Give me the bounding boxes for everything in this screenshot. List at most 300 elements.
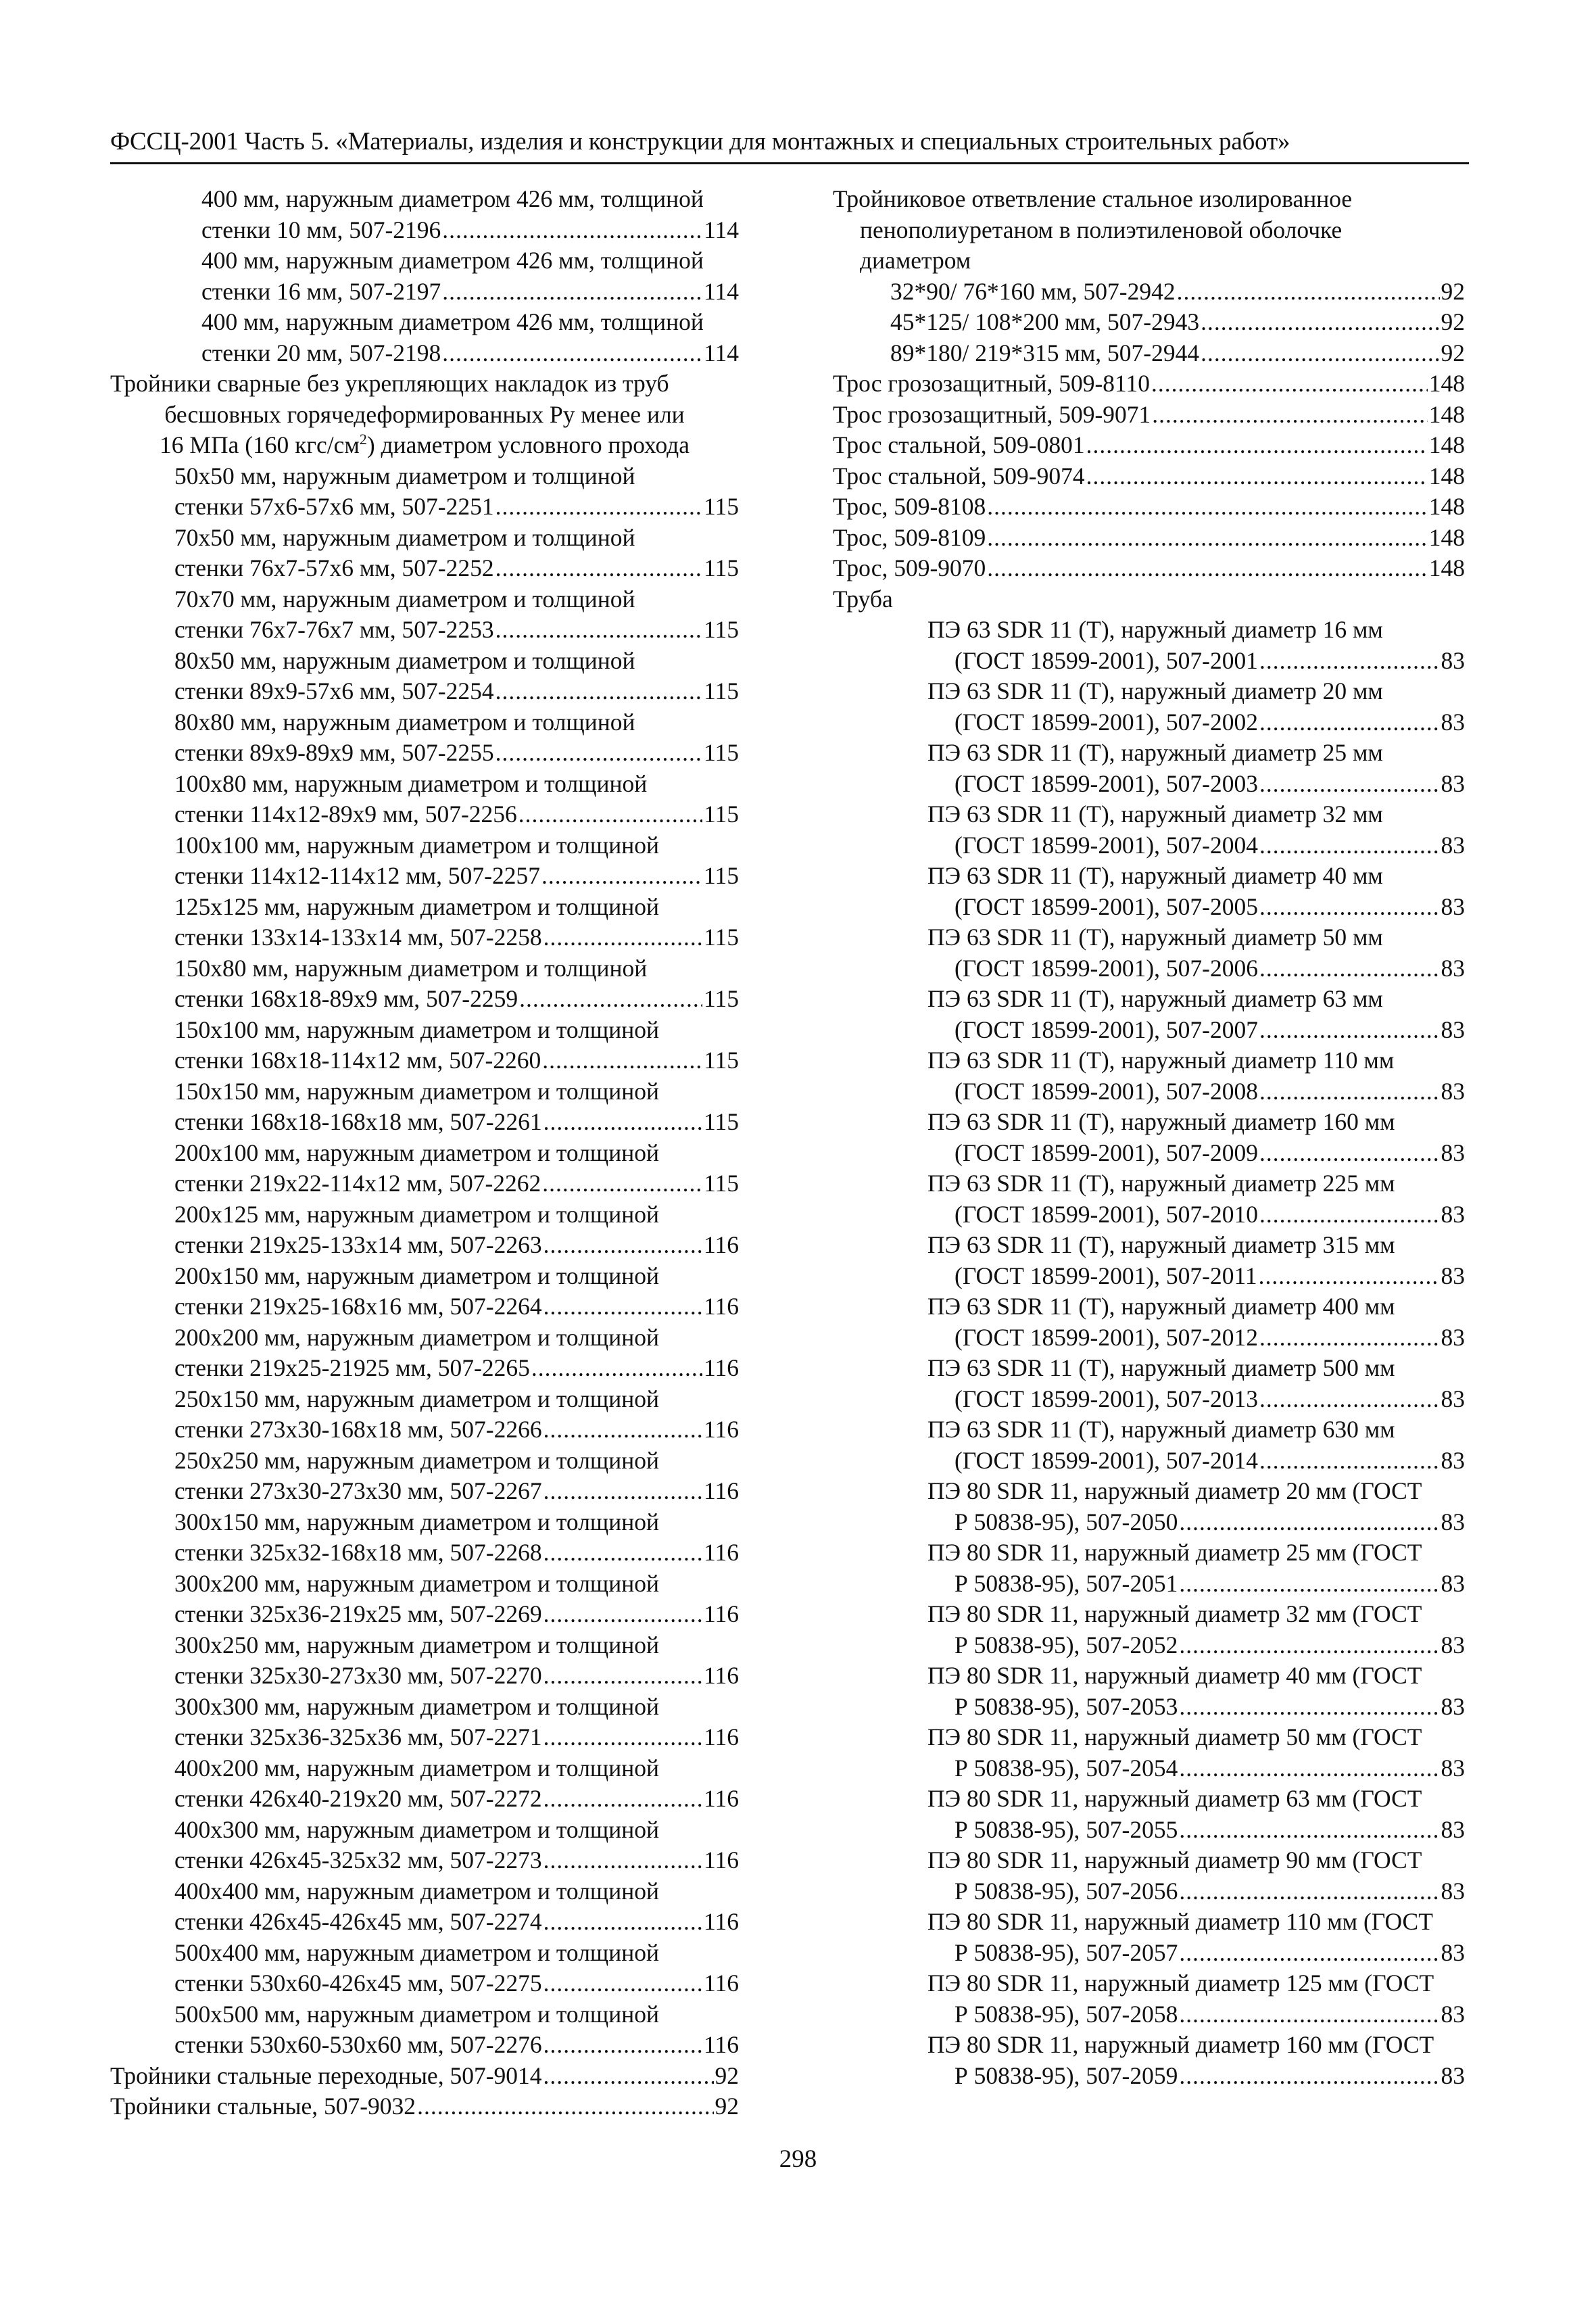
index-entry-line [110,1876,739,1907]
index-entry-line [833,799,1465,830]
entry-text: Тройники стальные переходные, 507-9014 [110,2061,542,2089]
entry-text: 200х150 мм, наружным диаметром и толщиной [174,1262,659,1289]
entry-page-number: 115 [704,985,739,1012]
entry-text: стенки 114х12-114х12 мм, 507-2257 [174,862,540,889]
index-entry-line [110,676,739,707]
entry-text: стенки 219х25-168х16 мм, 507-2264 [174,1293,542,1320]
dot-leader [1179,1876,1439,1907]
index-entry-line [833,1353,1465,1384]
entry-text: стенки 76х7-57х6 мм, 507-2252 [174,554,494,581]
entry-text: пенополиуретаном в полиэтиленовой оболочке [860,216,1343,243]
entry-text: стенки 89х9-89х9 мм, 507-2255 [174,739,494,766]
entry-text: стенки 426х45-426х45 мм, 507-2274 [174,1908,542,1935]
index-entry-line [110,1599,739,1630]
entry-text: стенки 219х22-114х12 мм, 507-2262 [174,1170,541,1197]
index-entry-line [833,1537,1465,1569]
entry-text: 100х80 мм, наружным диаметром и толщиной [174,769,648,797]
entry-text: Трос грозозащитный, 509-8110 [833,370,1150,397]
index-entry-line [110,1968,739,1999]
entry-page-number: 116 [704,1785,739,1812]
index-entry-line [110,1753,739,1784]
dot-leader [541,861,702,892]
entry-text: 70х70 мм, наружным диаметром и толщиной [174,585,635,613]
index-entry-line [110,1414,739,1446]
entry-page-number: 116 [704,1908,739,1935]
dot-leader [1179,2061,1439,2092]
dot-leader [543,1722,702,1753]
entry-page-number: 116 [704,1477,739,1504]
index-entry-line [833,1322,1465,1354]
index-entry-line [833,584,1465,615]
entry-text: 400х400 мм, наружным диаметром и толщиной [174,1877,659,1905]
entry-text: стенки 76х7-76х7 мм, 507-2253 [174,616,494,643]
entry-text: 16 МПа (160 кгс/$см^2$) диаметром условного прохода [160,431,690,458]
entry-text: стенки 325х32-168х18 мм, 507-2268 [174,1539,542,1566]
dot-leader [1259,830,1440,861]
index-entry-line [110,1107,739,1138]
index-entry-line [833,1968,1465,1999]
dot-leader [1179,1692,1439,1723]
entry-page-number: 115 [704,677,739,705]
index-entry-line [833,1569,1465,1600]
entry-text: ПЭ 80 SDR 11, наружный диаметр 25 мм (ГОСТ [927,1539,1422,1566]
entry-page-number: 83 [1441,1754,1465,1782]
dot-leader [543,1845,702,1876]
index-entry-line [110,1045,739,1076]
index-column-left [110,184,739,2122]
entry-text: ПЭ 80 SDR 11, наружный диаметр 90 мм (ГОСТ [927,1846,1422,1874]
entry-text: Р 50838-95), 507-2050 [954,1508,1178,1535]
index-entry-line [833,1599,1465,1630]
index-entry-line [833,1938,1465,1969]
entry-text: стенки 114х12-89х9 мм, 507-2256 [174,801,517,828]
index-entry-line [833,1722,1465,1753]
index-entry-line [833,184,1465,215]
entry-text: Р 50838-95), 507-2055 [954,1815,1178,1843]
entry-text: ПЭ 63 SDR 11 (Т), наружный диаметр 25 мм [927,739,1383,766]
entry-page-number: 115 [704,1108,739,1135]
index-entry-line [110,368,739,400]
entry-text: Тройники сварные без укрепляющих накладок из труб [110,370,669,397]
entry-text: стенки 273х30-168х18 мм, 507-2266 [174,1416,542,1443]
index-entry-line [833,1291,1465,1322]
index-entry-line [833,861,1465,892]
dot-leader [1201,307,1439,338]
dot-leader [543,1476,702,1507]
entry-text: (ГОСТ 18599-2001), 507-2003 [954,769,1258,797]
dot-leader [987,553,1427,584]
dot-leader [1259,769,1440,800]
dot-leader [1151,368,1428,400]
index-entry-line [833,215,1465,246]
entry-text: стенки 219х25-133х14 мм, 507-2263 [174,1231,542,1258]
index-entry-line [110,1999,739,2030]
dot-leader [543,1599,702,1630]
index-entry-line [110,2061,739,2092]
entry-text: Тройниковое ответвление стальное изолированное [833,185,1353,212]
entry-text: стенки 426х45-325х32 мм, 507-2273 [174,1846,542,1874]
index-entry-line [110,769,739,800]
index-entry-line [833,1845,1465,1876]
entry-page-number: 116 [704,1416,739,1443]
entry-text: (ГОСТ 18599-2001), 507-2014 [954,1446,1258,1474]
index-entry-line [110,1322,739,1354]
entry-text: ПЭ 63 SDR 11 (Т), наружный диаметр 16 мм [927,616,1383,643]
entry-page-number: 116 [704,1970,739,1997]
entry-text: Трос стальной, 509-0801 [833,431,1085,458]
dot-leader [1179,1938,1439,1969]
entry-page-number: 92 [1441,308,1465,335]
entry-text: ПЭ 63 SDR 11 (Т), наружный диаметр 400 мм [927,1293,1395,1320]
index-entry-line [110,1199,739,1231]
entry-text: 80х50 мм, наружным диаметром и толщиной [174,646,635,674]
entry-page-number: 116 [704,1723,739,1750]
entry-text: стенки 57х6-57х6 мм, 507-2251 [174,493,494,520]
entry-text: 250х250 мм, наружным диаметром и толщиной [174,1446,659,1474]
entry-text: 70х50 мм, наружным диаметром и толщиной [174,523,635,551]
index-entry-line [833,400,1465,431]
entry-page-number: 83 [1441,1323,1465,1351]
index-entry-line [110,953,739,984]
entry-text: Трос, 509-8109 [833,523,986,551]
index-entry-line [833,1907,1465,1938]
entry-page-number: 83 [1441,1016,1465,1043]
index-entry-line [110,1845,739,1876]
dot-leader [543,2061,714,2092]
entry-page-number: 148 [1428,523,1465,551]
entry-text: ПЭ 80 SDR 11, наружный диаметр 50 мм (ГОСТ [927,1723,1422,1750]
entry-text: (ГОСТ 18599-2001), 507-2011 [954,1262,1257,1289]
dot-leader [543,1661,702,1692]
index-entry-line [110,646,739,677]
entry-text: ПЭ 80 SDR 11, наружный диаметр 160 мм (ГОСТ [927,2031,1434,2058]
dot-leader [495,492,702,523]
dot-leader [442,338,702,369]
entry-page-number: 114 [704,216,739,243]
index-entry-line [110,1015,739,1046]
entry-page-number: 92 [715,2061,739,2089]
index-entry-line [110,584,739,615]
entry-page-number: 115 [704,616,739,643]
entry-text: 89*180/ 219*315 мм, 507-2944 [890,339,1200,366]
dot-leader [1152,400,1427,431]
entry-text: 400 мм, наружным диаметром 426 мм, толщиной [201,185,704,212]
dot-leader [1179,1999,1439,2030]
entry-text: 400х300 мм, наружным диаметром и толщиной [174,1815,659,1843]
dot-leader [1259,1138,1440,1169]
entry-text: ПЭ 63 SDR 11 (Т), наружный диаметр 110 мм [927,1047,1395,1074]
index-entry-line [110,215,739,246]
entry-text: Труба [833,585,893,613]
entry-page-number: 83 [1441,2000,1465,2028]
entry-text: 300х250 мм, наружным диаметром и толщиной [174,1631,659,1658]
entry-page-number: 83 [1441,769,1465,797]
entry-text: бесшовных горячедеформированных Ру менее или [164,400,685,428]
dot-leader [987,523,1427,554]
index-entry-line [833,1414,1465,1446]
index-entry-line [833,953,1465,984]
entry-page-number: 83 [1441,1139,1465,1166]
entry-page-number: 92 [1441,339,1465,366]
entry-page-number: 83 [1441,1262,1465,1289]
entry-text: ПЭ 63 SDR 11 (Т), наружный диаметр 63 мм [927,985,1383,1012]
dot-leader [1259,1446,1440,1477]
entry-page-number: 115 [704,1170,739,1197]
dot-leader [1259,707,1440,738]
entry-text: ПЭ 63 SDR 11 (Т), наружный диаметр 40 мм [927,862,1383,889]
index-entry-line [110,830,739,861]
index-entry-line [110,1291,739,1322]
entry-page-number: 83 [1441,1877,1465,1905]
entry-page-number: 116 [704,1231,739,1258]
index-entry-line [833,1507,1465,1538]
dot-leader [543,1968,702,1999]
index-entry-line [110,245,739,277]
entry-text: стенки 10 мм, 507-2196 [201,216,441,243]
entry-text: ПЭ 63 SDR 11 (Т), наружный диаметр 160 мм [927,1108,1395,1135]
entry-text: ПЭ 80 SDR 11, наружный диаметр 63 мм (ГОСТ [927,1785,1422,1812]
dot-leader [1259,1015,1440,1046]
index-entry-line [110,307,739,338]
index-entry-line [833,1384,1465,1415]
index-entry-line [833,461,1465,492]
index-entry-line [833,1476,1465,1507]
index-entry-line [110,1507,739,1538]
entry-text: Трос, 509-8108 [833,493,986,520]
index-entry-line [833,1661,1465,1692]
dot-leader [543,1537,702,1569]
dot-leader [543,1784,702,1815]
entry-page-number: 116 [704,1354,739,1381]
entry-text: (ГОСТ 18599-2001), 507-2001 [954,646,1258,674]
index-entry-line [110,1938,739,1969]
dot-leader [543,1291,702,1322]
entry-text: (ГОСТ 18599-2001), 507-2006 [954,954,1258,982]
entry-text: ПЭ 63 SDR 11 (Т), наружный диаметр 315 мм [927,1231,1395,1258]
entry-page-number: 148 [1428,462,1465,490]
entry-page-number: 83 [1441,1446,1465,1474]
entry-page-number: 148 [1428,554,1465,581]
entry-text: 150х80 мм, наружным диаметром и толщиной [174,954,648,982]
index-entry-line [110,184,739,215]
entry-text: ПЭ 63 SDR 11 (Т), наружный диаметр 630 мм [927,1416,1395,1443]
index-entry-line [110,892,739,923]
page-number: 298 [779,2145,817,2173]
dot-leader [1259,1076,1440,1107]
entry-text: ПЭ 63 SDR 11 (Т), наружный диаметр 225 мм [927,1170,1395,1197]
index-entry-line [110,1230,739,1261]
entry-page-number: 83 [1441,1508,1465,1535]
entry-text: Трос, 509-9070 [833,554,986,581]
index-entry-line [833,738,1465,769]
entry-page-number: 115 [704,554,739,581]
entry-page-number: 115 [704,801,739,828]
dot-leader [1201,338,1439,369]
entry-text: ПЭ 80 SDR 11, наружный диаметр 40 мм (ГОСТ [927,1662,1422,1689]
entry-text: ПЭ 63 SDR 11 (Т), наружный диаметр 20 мм [927,677,1383,705]
index-entry-line [833,769,1465,800]
page-header: ФССЦ-2001 Часть 5. «Материалы, изделия и конструкции для монтажных и специальных строительных работ» [110,128,1290,156]
dot-leader [1179,1815,1439,1846]
index-entry-line [833,676,1465,707]
entry-text: 200х200 мм, наружным диаметром и толщиной [174,1323,659,1351]
entry-page-number: 148 [1428,400,1465,428]
index-entry-line [110,1138,739,1169]
entry-text: 400х200 мм, наружным диаметром и толщиной [174,1754,659,1782]
index-entry-line [833,1784,1465,1815]
dot-leader [1086,461,1428,492]
index-entry-line [110,2091,739,2122]
dot-leader [987,492,1427,523]
entry-text: 250х150 мм, наружным диаметром и толщиной [174,1385,659,1412]
index-entry-line [833,1168,1465,1199]
index-entry-line [833,1446,1465,1477]
entry-text: Р 50838-95), 507-2054 [954,1754,1178,1782]
entry-text: стенки 219х25-21925 мм, 507-2265 [174,1354,530,1381]
index-entry-line [110,1815,739,1846]
dot-leader [1259,1261,1440,1292]
dot-leader [442,215,702,246]
entry-text: ПЭ 80 SDR 11, наружный диаметр 110 мм (ГОСТ [927,1908,1433,1935]
index-entry-line [110,1168,739,1199]
entry-text: стенки 89х9-57х6 мм, 507-2254 [174,677,494,705]
index-entry-line [833,492,1465,523]
entry-page-number: 114 [704,339,739,366]
dot-leader [1259,892,1440,923]
index-entry-line [110,707,739,738]
index-entry-line [833,1692,1465,1723]
entry-page-number: 83 [1441,1631,1465,1658]
index-entry-line [110,1907,739,1938]
entry-text: стенки 530х60-530х60 мм, 507-2276 [174,2031,542,2058]
dot-leader [543,1107,702,1138]
entry-text: (ГОСТ 18599-2001), 507-2007 [954,1016,1258,1043]
entry-text: 500х400 мм, наружным диаметром и толщиной [174,1938,659,1966]
index-entry-line [110,922,739,953]
entry-text: 200х100 мм, наружным диаметром и толщиной [174,1139,659,1166]
index-entry-line [833,1230,1465,1261]
entry-text: 150х100 мм, наружным диаметром и толщиной [174,1016,659,1043]
entry-text: Р 50838-95), 507-2051 [954,1569,1178,1597]
entry-page-number: 83 [1441,892,1465,920]
index-entry-line [110,1722,739,1753]
entry-text: 200х125 мм, наружным диаметром и толщиной [174,1200,659,1228]
index-entry-line [110,400,739,431]
dot-leader [543,1230,702,1261]
dot-leader [531,1353,702,1384]
index-entry-line [833,277,1465,308]
dot-leader [1259,646,1440,677]
index-entry-line [833,984,1465,1015]
entry-text: 300х300 мм, наружным диаметром и толщиной [174,1692,659,1720]
entry-text: Р 50838-95), 507-2052 [954,1631,1178,1658]
dot-leader [543,1907,702,1938]
entry-text: стенки 325х30-273х30 мм, 507-2270 [174,1662,542,1689]
index-entry-line [110,799,739,830]
index-entry-line [833,922,1465,953]
dot-leader [542,1168,702,1199]
entry-page-number: 115 [704,493,739,520]
superscript: 2 [359,431,367,448]
entry-text: (ГОСТ 18599-2001), 507-2002 [954,708,1258,736]
dot-leader [519,984,702,1015]
entry-text: стенки 168х18-114х12 мм, 507-2260 [174,1047,541,1074]
entry-text: (ГОСТ 18599-2001), 507-2009 [954,1139,1258,1166]
dot-leader [1259,1384,1440,1415]
entry-text: 300х150 мм, наружным диаметром и толщиной [174,1508,659,1535]
entry-page-number: 92 [715,2093,739,2120]
index-entry-line [833,830,1465,861]
entry-text: 500х500 мм, наружным диаметром и толщиной [174,2000,659,2028]
dot-leader [1259,953,1440,984]
dot-leader [495,615,702,646]
entry-text: 80х80 мм, наружным диаметром и толщиной [174,708,635,736]
entry-text: стенки 168х18-89х9 мм, 507-2259 [174,985,518,1012]
entry-page-number: 148 [1428,431,1465,458]
dot-leader [495,676,702,707]
entry-page-number: 116 [704,1846,739,1874]
index-entry-line [110,1784,739,1815]
index-entry-line [110,1076,739,1107]
entry-text: 400 мм, наружным диаметром 426 мм, толщиной [201,247,704,274]
index-entry-line [110,338,739,369]
entry-page-number: 83 [1441,1815,1465,1843]
entry-text: (ГОСТ 18599-2001), 507-2008 [954,1077,1258,1105]
index-entry-line [833,338,1465,369]
entry-page-number: 83 [1441,2061,1465,2089]
entry-page-number: 83 [1441,708,1465,736]
dot-leader [1179,1569,1439,1600]
index-entry-line [110,1692,739,1723]
entry-text: Трос стальной, 509-9074 [833,462,1085,490]
entry-page-number: 116 [704,1539,739,1566]
entry-page-number: 83 [1441,1200,1465,1228]
entry-text: 300х200 мм, наружным диаметром и толщиной [174,1569,659,1597]
dot-leader [417,2091,713,2122]
entry-text: диаметром [860,247,971,274]
index-entry-line [833,1753,1465,1784]
entry-page-number: 115 [704,1047,739,1074]
index-entry-line [833,646,1465,677]
entry-text: (ГОСТ 18599-2001), 507-2013 [954,1385,1258,1412]
index-entry-line [833,1876,1465,1907]
entry-page-number: 148 [1428,493,1465,520]
entry-text: 400 мм, наружным диаметром 426 мм, толщиной [201,308,704,335]
index-entry-line [833,707,1465,738]
entry-page-number: 83 [1441,1077,1465,1105]
dot-leader [1086,430,1428,461]
index-entry-line [110,1384,739,1415]
dot-leader [1259,1322,1440,1354]
index-entry-line [833,1199,1465,1231]
entry-text: Р 50838-95), 507-2059 [954,2061,1178,2089]
index-entry-line [110,1353,739,1384]
entry-text: 150х150 мм, наружным диаметром и толщиной [174,1077,659,1105]
index-entry-line [833,2030,1465,2061]
entry-page-number: 92 [1441,277,1465,305]
entry-page-number: 116 [704,1662,739,1689]
entry-page-number: 83 [1441,1569,1465,1597]
index-entry-line [833,1015,1465,1046]
entry-text: Р 50838-95), 507-2058 [954,2000,1178,2028]
entry-text: стенки 273х30-273х30 мм, 507-2267 [174,1477,542,1504]
dot-leader [518,799,702,830]
index-entry-line [110,1630,739,1661]
entry-page-number: 83 [1441,954,1465,982]
index-entry-line [833,1815,1465,1846]
index-entry-line [110,861,739,892]
dot-leader [495,738,702,769]
